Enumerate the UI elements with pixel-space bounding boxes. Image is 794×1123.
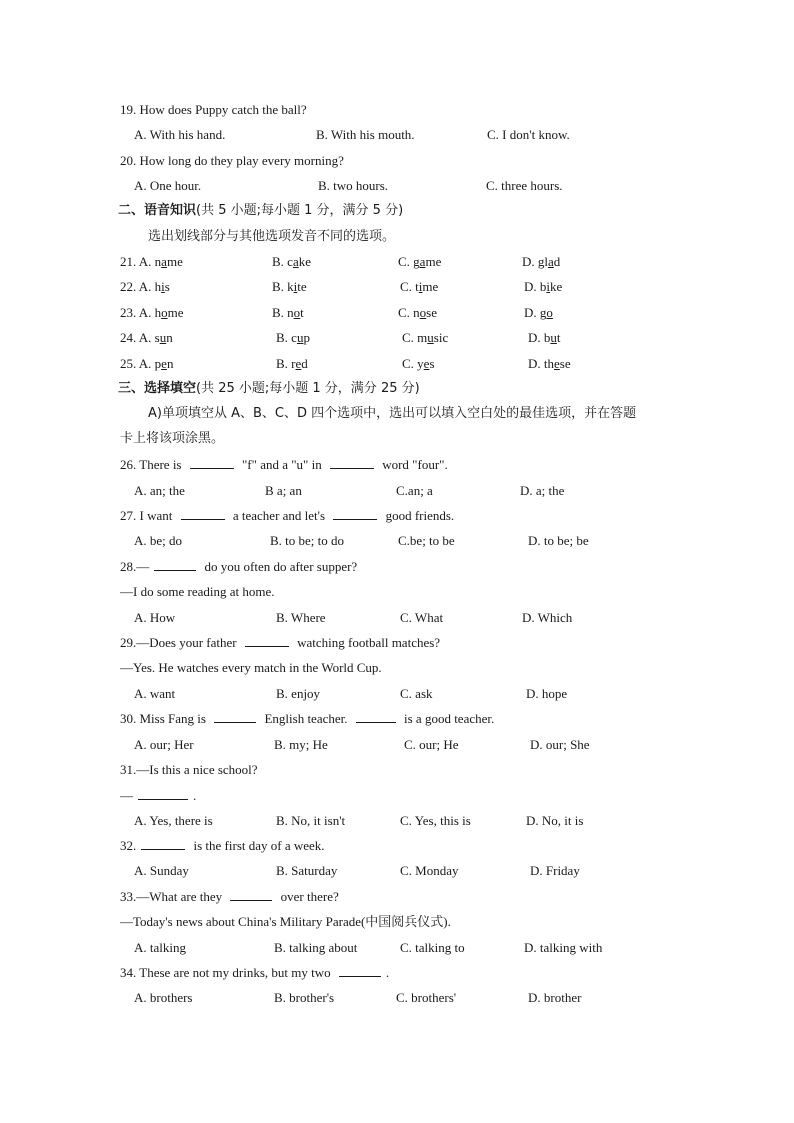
- section-title: 二、语音知识: [118, 203, 197, 218]
- option-row: [0, 252, 794, 272]
- instruction-text: 卡上将该项涂黑。: [120, 431, 225, 446]
- answer-option: D. hope: [526, 686, 568, 701]
- answer-option: B. not: [272, 305, 304, 320]
- answer-blank: [138, 787, 188, 800]
- question-text: 27. I want a teacher and let's good friends.: [120, 508, 455, 523]
- question-text: —I do some reading at home.: [120, 584, 275, 599]
- answer-blank: [245, 634, 289, 647]
- instruction-text: 选出划线部分与其他选项发音不同的选项。: [148, 229, 396, 244]
- answer-option: C.an; a: [396, 483, 433, 498]
- answer-option: 25. A. pen: [120, 356, 174, 371]
- underlined-letter: a: [548, 254, 554, 269]
- answer-option: B. brother's: [274, 990, 335, 1005]
- underlined-letter: e: [423, 356, 430, 371]
- answer-option: B. two hours.: [318, 178, 389, 193]
- question-text: 29.—Does your father watching football matches?: [120, 635, 441, 650]
- answer-option: B. to be; to do: [270, 533, 345, 548]
- answer-option: D. Which: [522, 610, 573, 625]
- answer-option: C. time: [400, 279, 439, 294]
- underlined-letter: i: [293, 279, 298, 294]
- underlined-letter: a: [292, 254, 299, 269]
- answer-blank: [141, 837, 185, 850]
- answer-option: B. red: [276, 356, 308, 371]
- answer-option: A. an; the: [134, 483, 185, 498]
- answer-option: B. Saturday: [276, 863, 338, 878]
- section-heading: 三、选择填空(共 25 小题;每小题 1 分，满分 25 分): [118, 381, 420, 396]
- underlined-letter: o: [546, 305, 553, 320]
- underlined-letter: i: [161, 279, 165, 294]
- answer-option: D. these: [528, 356, 571, 371]
- answer-blank: [181, 507, 225, 520]
- answer-blank: [339, 964, 381, 977]
- instruction-text: A)单项填空从 A、B、C、D 四个选项中，选出可以填入空白处的最佳选项，并在答题: [148, 406, 637, 421]
- answer-option: 24. A. sun: [120, 330, 173, 345]
- question-text: 28.— do you often do after supper?: [120, 559, 358, 574]
- answer-blank: [330, 456, 374, 469]
- answer-option: A. Yes, there is: [134, 813, 213, 828]
- answer-option: A. be; do: [134, 533, 183, 548]
- question-text: —Yes. He watches every match in the World Cup.: [120, 660, 382, 675]
- underlined-letter: i: [546, 279, 551, 294]
- underlined-letter: u: [159, 330, 167, 345]
- answer-option: D. but: [528, 330, 561, 345]
- option-row: [0, 861, 794, 881]
- answer-blank: [333, 507, 377, 520]
- answer-option: D. talking with: [524, 940, 603, 955]
- answer-option: B. With his mouth.: [316, 127, 415, 142]
- answer-option: B. cake: [272, 254, 312, 269]
- answer-option: A. brothers: [134, 990, 193, 1005]
- underlined-letter: e: [295, 356, 302, 371]
- answer-blank: [230, 888, 272, 901]
- underlined-letter: u: [296, 330, 304, 345]
- underlined-letter: e: [161, 356, 167, 371]
- answer-option: A. One hour.: [134, 178, 202, 193]
- answer-option: A. want: [134, 686, 176, 701]
- answer-option: D. Friday: [530, 863, 580, 878]
- answer-option: B. No, it isn't: [276, 813, 346, 828]
- answer-option: D. go: [524, 305, 553, 320]
- underlined-letter: u: [427, 330, 434, 345]
- answer-option: 22. A. his: [120, 279, 170, 294]
- underlined-letter: a: [161, 254, 167, 269]
- answer-option: C. yes: [402, 356, 435, 371]
- answer-option: B. talking about: [274, 940, 358, 955]
- answer-option: C. I don't know.: [487, 127, 570, 142]
- answer-option: C. Yes, this is: [400, 813, 471, 828]
- answer-option: D. to be; be: [528, 533, 589, 548]
- answer-blank: [356, 710, 396, 723]
- question-text: — .: [120, 788, 197, 803]
- answer-option: B a; an: [265, 483, 302, 498]
- underlined-letter: o: [419, 305, 427, 320]
- question-text: 26. There is "f" and a "u" in word "four".: [120, 457, 448, 472]
- underlined-letter: o: [293, 305, 301, 320]
- question-text: 33.—What are they over there?: [120, 889, 339, 904]
- option-row: [0, 354, 794, 374]
- question-text: —Today's news about China's Military Parade(中国阅兵仪式).: [120, 914, 451, 929]
- option-row: [0, 176, 794, 196]
- underlined-letter: u: [550, 330, 557, 345]
- option-row: [0, 303, 794, 323]
- answer-option: C. our; He: [404, 737, 459, 752]
- option-row: [0, 125, 794, 145]
- answer-option: A. Sunday: [134, 863, 189, 878]
- question-text: 32. is the first day of a week.: [120, 838, 325, 853]
- answer-option: C. brothers': [396, 990, 457, 1005]
- option-row: [0, 811, 794, 831]
- answer-blank: [214, 710, 256, 723]
- answer-option: D. a; the: [520, 483, 565, 498]
- answer-option: A. How: [134, 610, 176, 625]
- answer-option: D. bike: [524, 279, 563, 294]
- answer-option: C. three hours.: [486, 178, 563, 193]
- answer-option: C. talking to: [400, 940, 465, 955]
- underlined-letter: i: [418, 279, 423, 294]
- option-row: [0, 328, 794, 348]
- answer-option: 21. A. name: [120, 254, 183, 269]
- option-row: [0, 277, 794, 297]
- underlined-letter: a: [419, 254, 426, 269]
- answer-option: B. enjoy: [276, 686, 321, 701]
- answer-option: B. cup: [276, 330, 310, 345]
- question-text: 34. These are not my drinks, but my two .: [120, 965, 390, 980]
- question-text: 30. Miss Fang is English teacher. is a good teacher.: [120, 711, 495, 726]
- answer-option: B. Where: [276, 610, 326, 625]
- answer-option: 23. A. home: [120, 305, 184, 320]
- answer-option: C.be; to be: [398, 533, 455, 548]
- section-title: 三、选择填空: [118, 381, 197, 396]
- option-row: [0, 684, 794, 704]
- underlined-letter: e: [554, 356, 560, 371]
- question-text: 31.—Is this a nice school?: [120, 762, 258, 777]
- answer-option: D. our; She: [530, 737, 590, 752]
- option-row: [0, 988, 794, 1008]
- answer-option: D. glad: [522, 254, 561, 269]
- answer-option: C. Monday: [400, 863, 459, 878]
- answer-option: C. game: [398, 254, 442, 269]
- question-text: 20. How long do they play every morning?: [120, 153, 344, 168]
- answer-option: D. brother: [528, 990, 582, 1005]
- option-row: [0, 735, 794, 755]
- answer-option: C. ask: [400, 686, 433, 701]
- option-row: [0, 481, 794, 501]
- answer-option: C. nose: [398, 305, 438, 320]
- answer-option: D. No, it is: [526, 813, 584, 828]
- answer-blank: [154, 558, 196, 571]
- option-row: [0, 938, 794, 958]
- answer-option: C. music: [402, 330, 449, 345]
- answer-option: C. What: [400, 610, 444, 625]
- answer-option: A. With his hand.: [134, 127, 226, 142]
- option-row: [0, 608, 794, 628]
- section-heading: 二、语音知识(共 5 小题;每小题 1 分，满分 5 分): [118, 203, 404, 218]
- option-row: [0, 531, 794, 551]
- answer-option: B. my; He: [274, 737, 328, 752]
- underlined-letter: o: [161, 305, 168, 320]
- answer-option: B. kite: [272, 279, 307, 294]
- answer-blank: [190, 456, 234, 469]
- question-text: 19. How does Puppy catch the ball?: [120, 102, 307, 117]
- answer-option: A. our; Her: [134, 737, 194, 752]
- answer-option: A. talking: [134, 940, 186, 955]
